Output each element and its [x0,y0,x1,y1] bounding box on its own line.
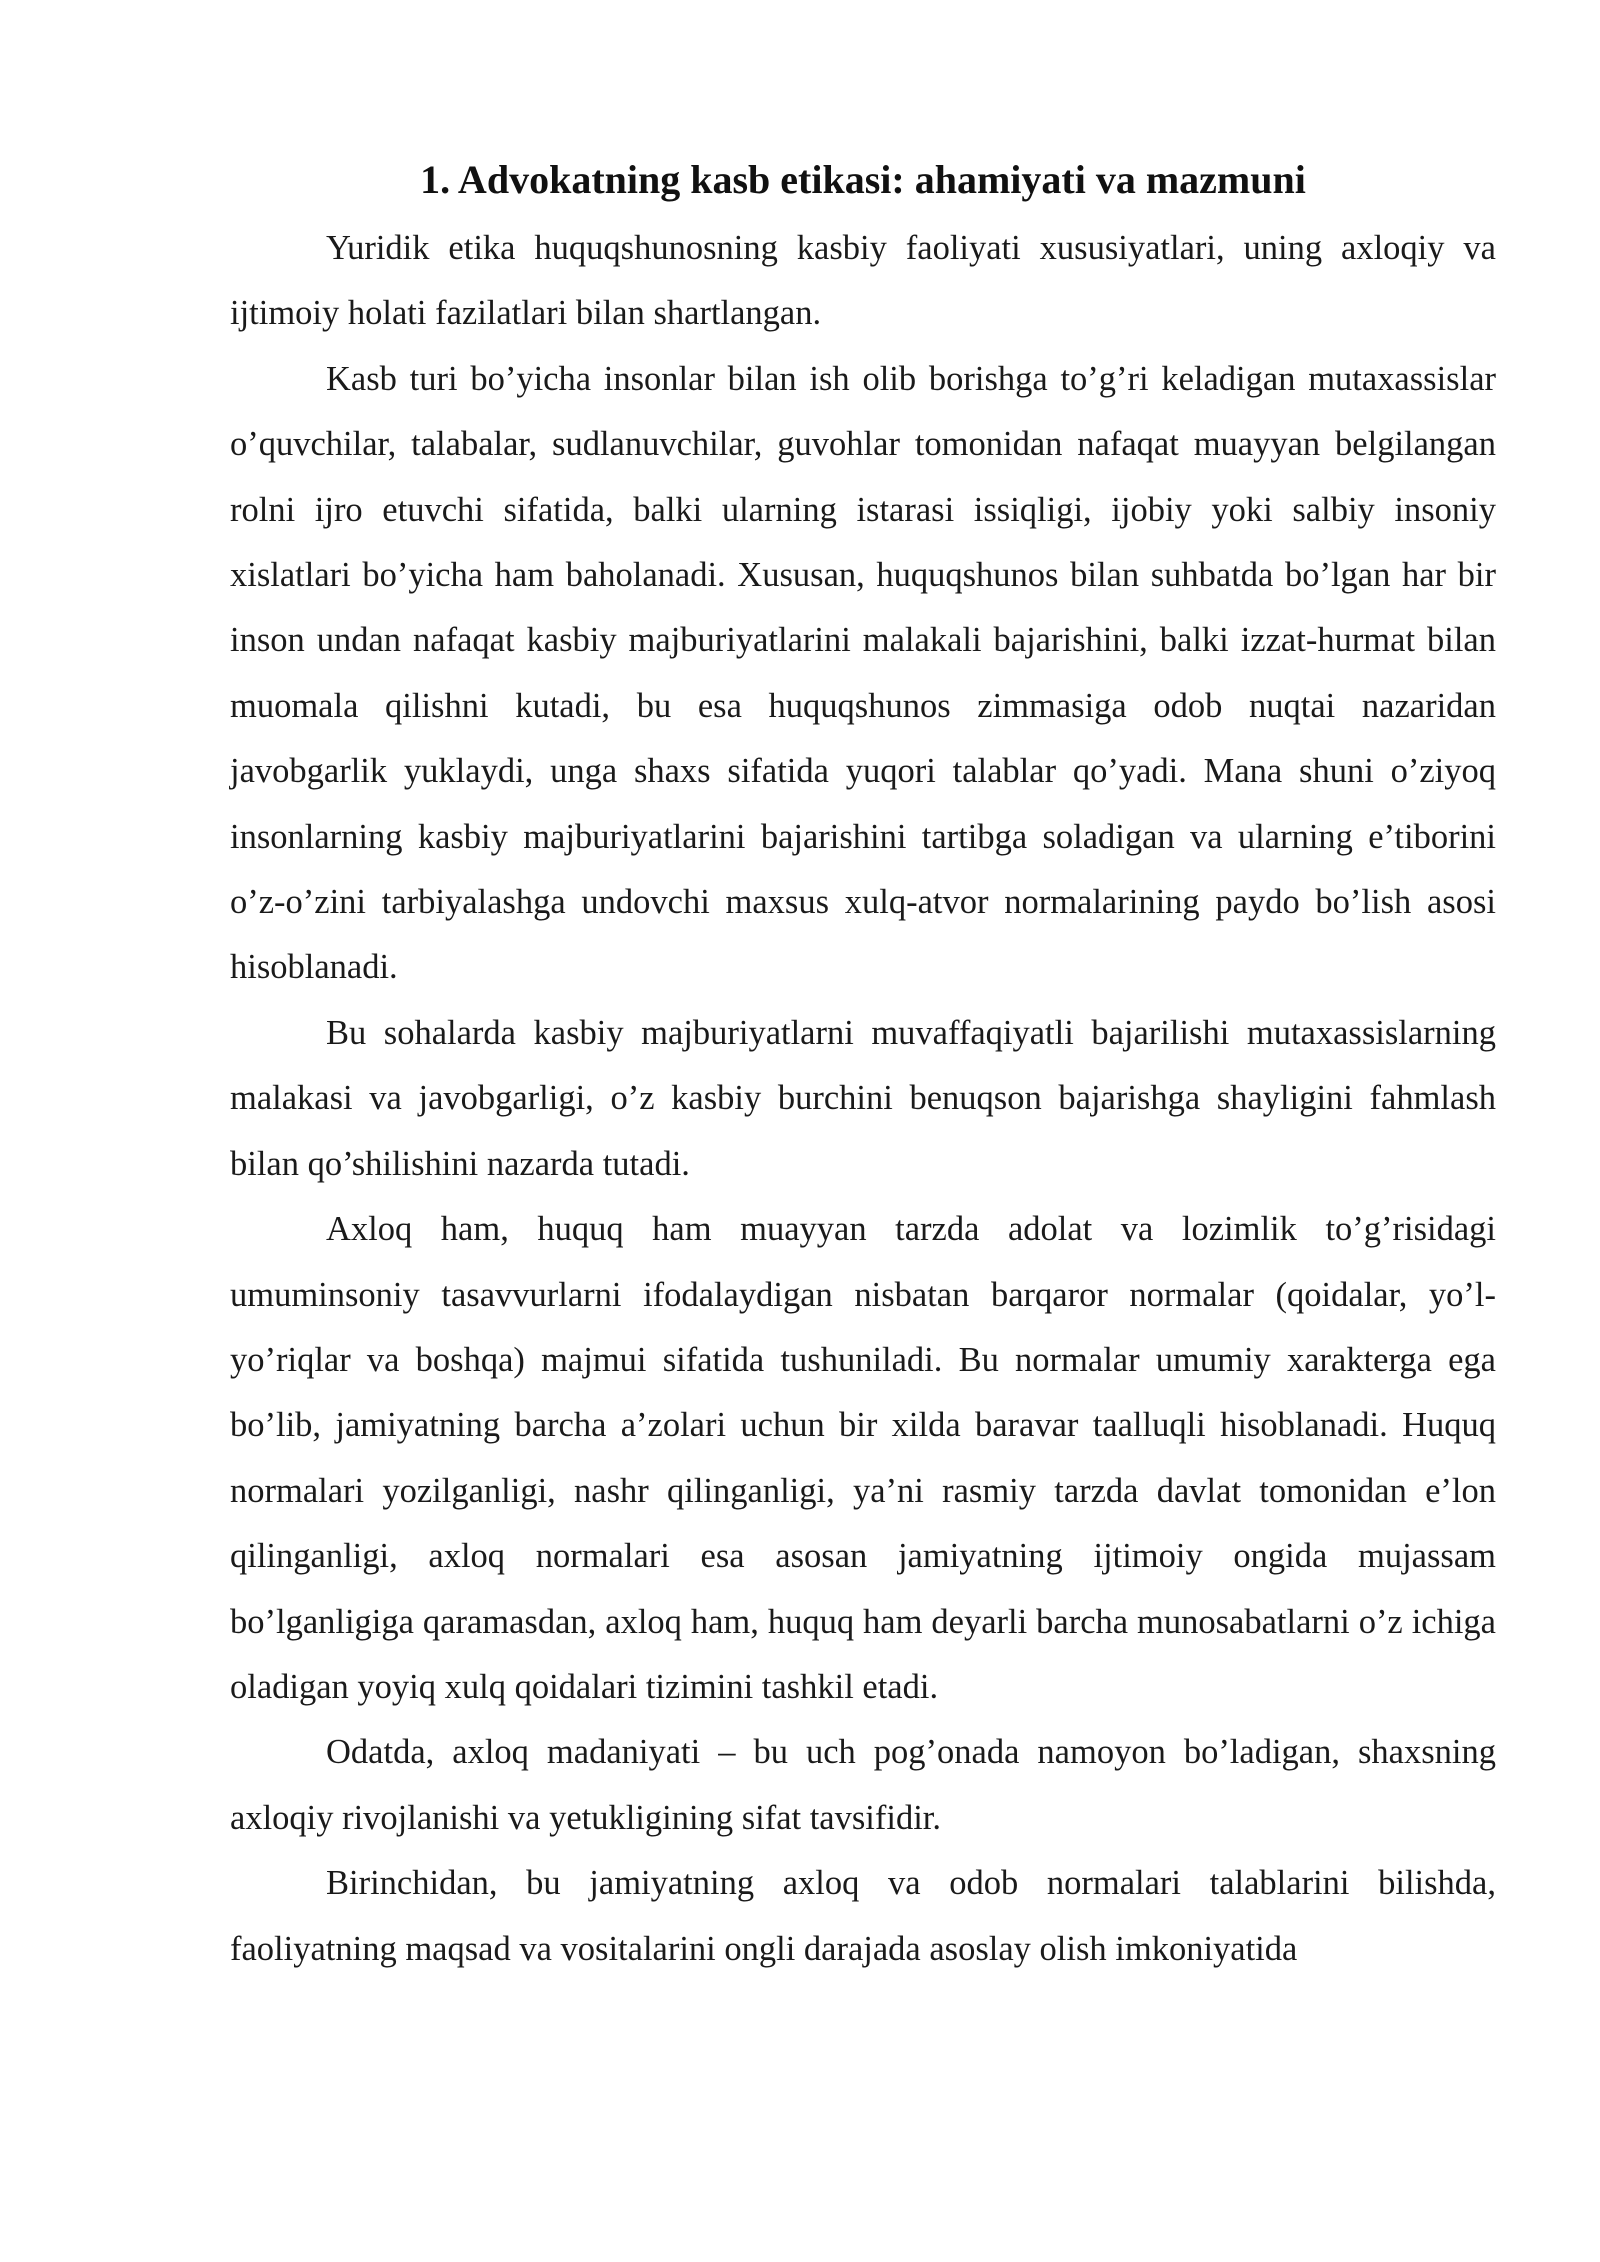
paragraph-4: Axloq ham, huquq ham muayyan tarzda adolat va lozimlik to’g’risidagi umuminsoniy tasavvurlarni ifodalaydigan nisbatan barqaror normalar (qoidalar, yo’l-yo’riqlar va boshqa) majmui sifatida tushuniladi. Bu normalar umumiy xarakterga ega bo’lib, jamiyatning barcha a’zolari uchun bir xilda baravar taalluqli hisoblanadi. Huquq normalari yozilganligi, nashr qilinganligi, ya’ni rasmiy tarzda davlat tomonidan e’lon qilinganligi, axloq normalari esa asosan jamiyatning ijtimoiy ongida mujassam bo’lganligiga qaramasdan, axloq ham, huquq ham deyarli barcha munosabatlarni o’z ichiga oladigan yoyiq xulq qoidalari tizimini tashkil etadi. [230,1210,1496,1706]
paragraph-2: Kasb turi bo’yicha insonlar bilan ish olib borishga to’g’ri keladigan mutaxassislar o’quvchilar, talabalar, sudlanuvchilar, guvohlar tomonidan nafaqat muayyan belgilangan rolni ijro etuvchi sifatida, balki ularning istarasi issiqligi, ijobiy yoki salbiy insoniy xislatlari bo’yicha ham baholanadi. Xususan, huquqshunos bilan suhbatda bo’lgan har bir inson undan nafaqat kasbiy majburiyatlarini malakali bajarishini, balki izzat-hurmat bilan muomala qilishni kutadi, bu esa huquqshunos zimmasiga odob nuqtai nazaridan javobgarlik yuklaydi, unga shaxs sifatida yuqori talablar qo’yadi. Mana shuni o’ziyoq insonlarning kasbiy majburiyatlarini bajarishini tartibga soladigan va ularning e’tiborini o’z-o’zini tarbiyalashga undovchi maxsus xulq-atvor normalarining paydo bo’lish asosi hisoblanadi. [230,359,1496,987]
paragraph-1: Yuridik etika huquqshunosning kasbiy faoliyati xususiyatlari, uning axloqiy va ijtimoiy holati fazilatlari bilan shartlangan. [230,229,1496,333]
document-body [230,150,1496,1982]
paragraph-5: Odatda, axloq madaniyati – bu uch pog’onada namoyon bo’ladigan, shaxsning axloqiy rivojlanishi va yetukligining sifat tavsifidir. [230,1733,1496,1837]
section-title: 1. Advokatning kasb etikasi: ahamiyati va mazmuni [420,157,1306,202]
paragraph-3: Bu sohalarda kasbiy majburiyatlarni muvaffaqiyatli bajarilishi mutaxassislarning malakasi va javobgarligi, o’z kasbiy burchini benuqson bajarishga shayligini fahmlash bilan qo’shilishini nazarda tutadi. [230,1013,1496,1183]
paragraph-6: Birinchidan, bu jamiyatning axloq va odob normalari talablarini bilishda, faoliyatning maqsad va vositalarini ongli darajada asoslay olish imkoniyatida [230,1864,1496,1968]
